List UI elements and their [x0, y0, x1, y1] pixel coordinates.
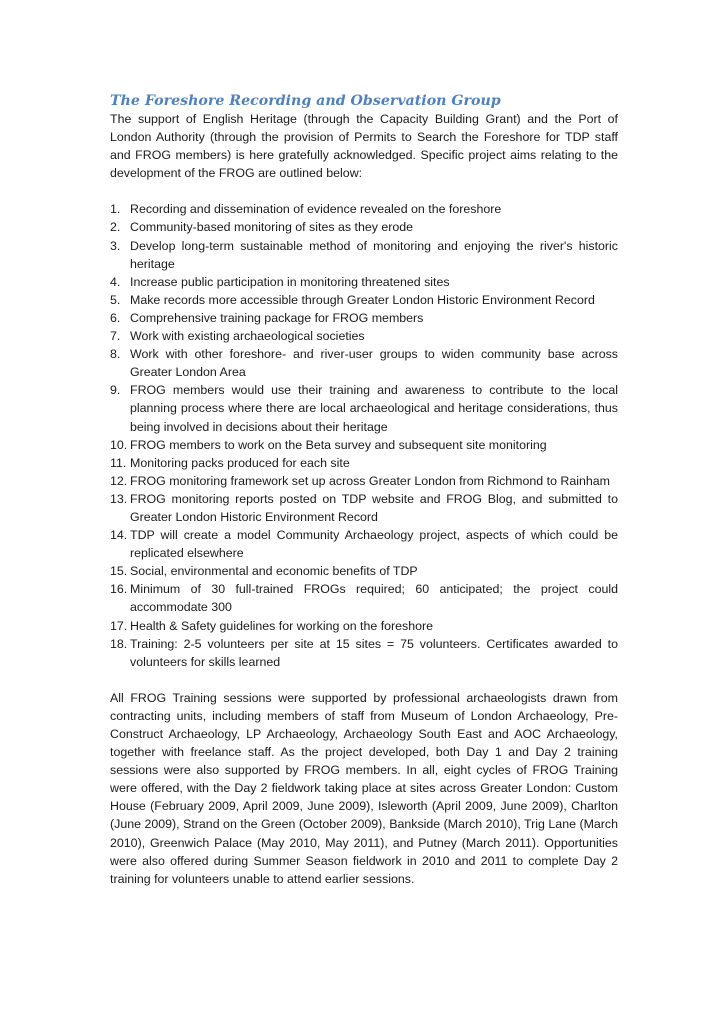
list-item-number: 7.: [110, 329, 121, 344]
list-item: [110, 635, 618, 671]
list-item: [110, 237, 618, 273]
list-item: [110, 526, 618, 562]
list-item-text: Work with existing archaeological societies: [130, 329, 365, 344]
list-item-number: 17.: [110, 618, 128, 633]
list-item-number: 10.: [110, 437, 128, 452]
list-item: [110, 562, 618, 580]
list-item-text: Monitoring packs produced for each site: [130, 455, 350, 470]
list-item: [110, 436, 618, 454]
list-item-text: Recording and dissemination of evidence revealed on the foreshore: [130, 202, 502, 217]
list-item-number: 11.: [110, 455, 127, 470]
list-item-text: Work with other foreshore- and river-user groups to widen community base across Greater London Area: [130, 347, 618, 380]
list-item: [110, 291, 618, 309]
list-item-number: 9.: [110, 383, 121, 398]
list-item-number: 2.: [110, 220, 121, 235]
list-item-text: Comprehensive training package for FROG members: [130, 310, 424, 325]
list-item-number: 16.: [110, 582, 128, 597]
list-item: [110, 490, 618, 526]
document-page: [110, 92, 618, 888]
list-item-number: 1.: [110, 202, 121, 217]
list-item: [110, 309, 618, 327]
document-title: The Foreshore Recording and Observation Group: [110, 93, 501, 109]
list-item: [110, 327, 618, 345]
closing-paragraph: All FROG Training sessions were supported by professional archaeologists drawn from contracting units, including members of staff from Museum of London Archaeology, Pre-Construct Archaeology, LP Archaeology, Archaeology South East and AOC Archaeology, together with freelance staff. As the project developed, both Day 1 and Day 2 training sessions were also supported by FROG members. In all, eight cycles of FROG Training were offered, with the Day 2 fieldwork taking place at sites across Greater London: Custom House (February 2009, April 2009, June 2009), Isleworth (April 2009, June 2009), Charlton (June 2009), Strand on the Green (October 2009), Bankside (March 2010), Trig Lane (March 2010), Greenwich Palace (May 2010, May 2011), and Putney (March 2011). Opportunities were also offered during Summer Season fieldwork in 2010 and 2011 to complete Day 2 training for volunteers unable to attend earlier sessions.: [110, 690, 618, 886]
list-item-number: 8.: [110, 347, 121, 362]
list-item: [110, 472, 618, 490]
list-item-number: 15.: [110, 564, 128, 579]
list-item: [110, 580, 618, 616]
list-item-text: Develop long-term sustainable method of monitoring and enjoying the river's historic heritage: [130, 238, 618, 271]
list-item: [110, 454, 618, 472]
list-item-text: Make records more accessible through Greater London Historic Environment Record: [130, 292, 595, 307]
list-item: [110, 381, 618, 435]
list-item-number: 5.: [110, 292, 121, 307]
list-item-text: Social, environmental and economic benefits of TDP: [130, 564, 418, 579]
list-item-number: 3.: [110, 238, 121, 253]
list-item-text: TDP will create a model Community Archaeology project, aspects of which could be replicated elsewhere: [130, 528, 618, 561]
list-item-number: 13.: [110, 491, 128, 506]
list-item-text: Training: 2-5 volunteers per site at 15 sites = 75 volunteers. Certificates awarded to volunteers for skills learned: [130, 636, 618, 669]
project-aims-list: [110, 200, 618, 670]
list-item-text: Community-based monitoring of sites as they erode: [130, 220, 414, 235]
list-item-number: 14.: [110, 528, 128, 543]
list-item-number: 4.: [110, 274, 121, 289]
list-item-text: Minimum of 30 full-trained FROGs required; 60 anticipated; the project could accommodate 300: [130, 582, 618, 615]
list-item-text: FROG monitoring reports posted on TDP website and FROG Blog, and submitted to Greater London Historic Environment Record: [130, 491, 618, 524]
list-item: [110, 617, 618, 635]
list-item-number: 18.: [110, 636, 128, 651]
list-item-text: FROG members to work on the Beta survey and subsequent site monitoring: [130, 437, 547, 452]
intro-paragraph: The support of English Heritage (through the Capacity Building Grant) and the Port of London Authority (through the provision of Permits to Search the Foreshore for TDP staff and FROG members) is here gratefully acknowledged. Specific project aims relating to the development of the FROG are outlined below:: [110, 112, 618, 181]
list-item-text: FROG members would use their training and awareness to contribute to the local planning process where there are local archaeological and heritage considerations, thus being involved in decisions about their heritage: [130, 383, 618, 434]
list-item: [110, 200, 618, 218]
list-item-text: Health & Safety guidelines for working on the foreshore: [130, 618, 434, 633]
list-item: [110, 345, 618, 381]
list-item: [110, 273, 618, 291]
list-item-text: FROG monitoring framework set up across Greater London from Richmond to Rainham: [130, 473, 610, 488]
list-item-number: 12.: [110, 473, 128, 488]
list-item: [110, 218, 618, 236]
list-item-text: Increase public participation in monitoring threatened sites: [130, 274, 450, 289]
list-item-number: 6.: [110, 310, 121, 325]
